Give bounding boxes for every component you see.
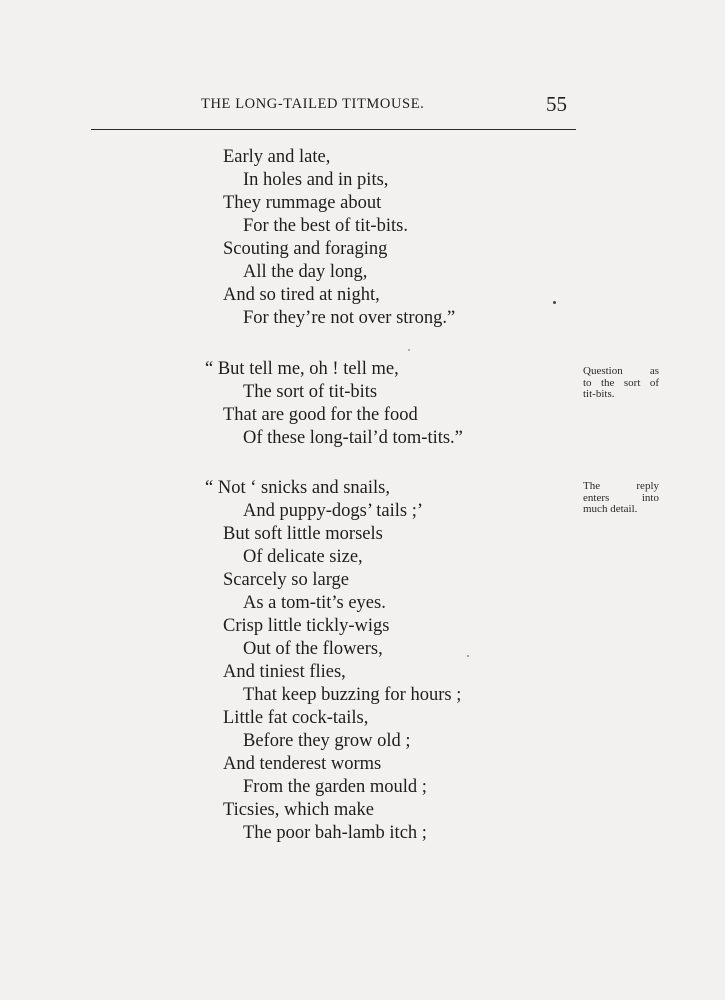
margin-note-line: enters into: [583, 491, 659, 504]
poem-line: And tenderest worms: [223, 754, 382, 774]
poem-line: As a tom-tit’s eyes.: [243, 593, 386, 613]
poem-line: They rummage about: [223, 193, 382, 213]
margin-note-reply: [583, 481, 659, 516]
poem-line: Ticsies, which make: [223, 800, 374, 820]
poem-line: In holes and in pits,: [243, 170, 389, 190]
ink-speck: [467, 655, 469, 657]
poem-line: From the garden mould ;: [243, 777, 427, 797]
ink-speck: [553, 301, 556, 304]
poem-line: Before they grow old ;: [243, 731, 411, 751]
poem-line: Little fat cock-tails,: [223, 708, 369, 728]
poem-line: That keep buzzing for hours ;: [243, 685, 462, 705]
poem-line: “ Not ‘ snicks and snails,: [205, 478, 390, 498]
poem-line: “ But tell me, oh ! tell me,: [205, 359, 399, 379]
margin-note-line: The reply: [583, 480, 659, 492]
poem-line: Early and late,: [223, 147, 331, 167]
poem-line: For they’re not over strong.”: [243, 308, 456, 328]
poem-line: All the day long,: [243, 262, 368, 282]
poem-line: Of these long-tail’d tom-tits.”: [243, 428, 463, 448]
poem-line: The poor bah-lamb itch ;: [243, 823, 427, 843]
poem-line: For the best of tit-bits.: [243, 216, 408, 236]
header-rule: [91, 129, 576, 130]
ink-speck: [408, 349, 410, 351]
margin-note-line: to the sort of: [583, 376, 659, 389]
margin-note-line: much detail.: [583, 503, 638, 515]
margin-note-line: tit-bits.: [583, 388, 615, 400]
margin-note-question: [583, 366, 659, 401]
poem-line: And tiniest flies,: [223, 662, 346, 682]
poem-line: The sort of tit-bits: [243, 382, 378, 402]
margin-note-line: Question as: [583, 365, 659, 377]
poem-line: Out of the flowers,: [243, 639, 383, 659]
poem-line: But soft little morsels: [223, 524, 383, 544]
poem-line: And so tired at night,: [223, 285, 380, 305]
running-title: THE LONG-TAILED TITMOUSE.: [201, 96, 425, 112]
poem-line: Scarcely so large: [223, 570, 350, 590]
poem-line: Scouting and foraging: [223, 239, 388, 259]
poem-line: Of delicate size,: [243, 547, 363, 567]
poem-line: Crisp little tickly-wigs: [223, 616, 390, 636]
page-number: 55: [546, 92, 567, 116]
poem-line: And puppy-dogs’ tails ;’: [243, 501, 424, 521]
poem-line: That are good for the food: [223, 405, 418, 425]
